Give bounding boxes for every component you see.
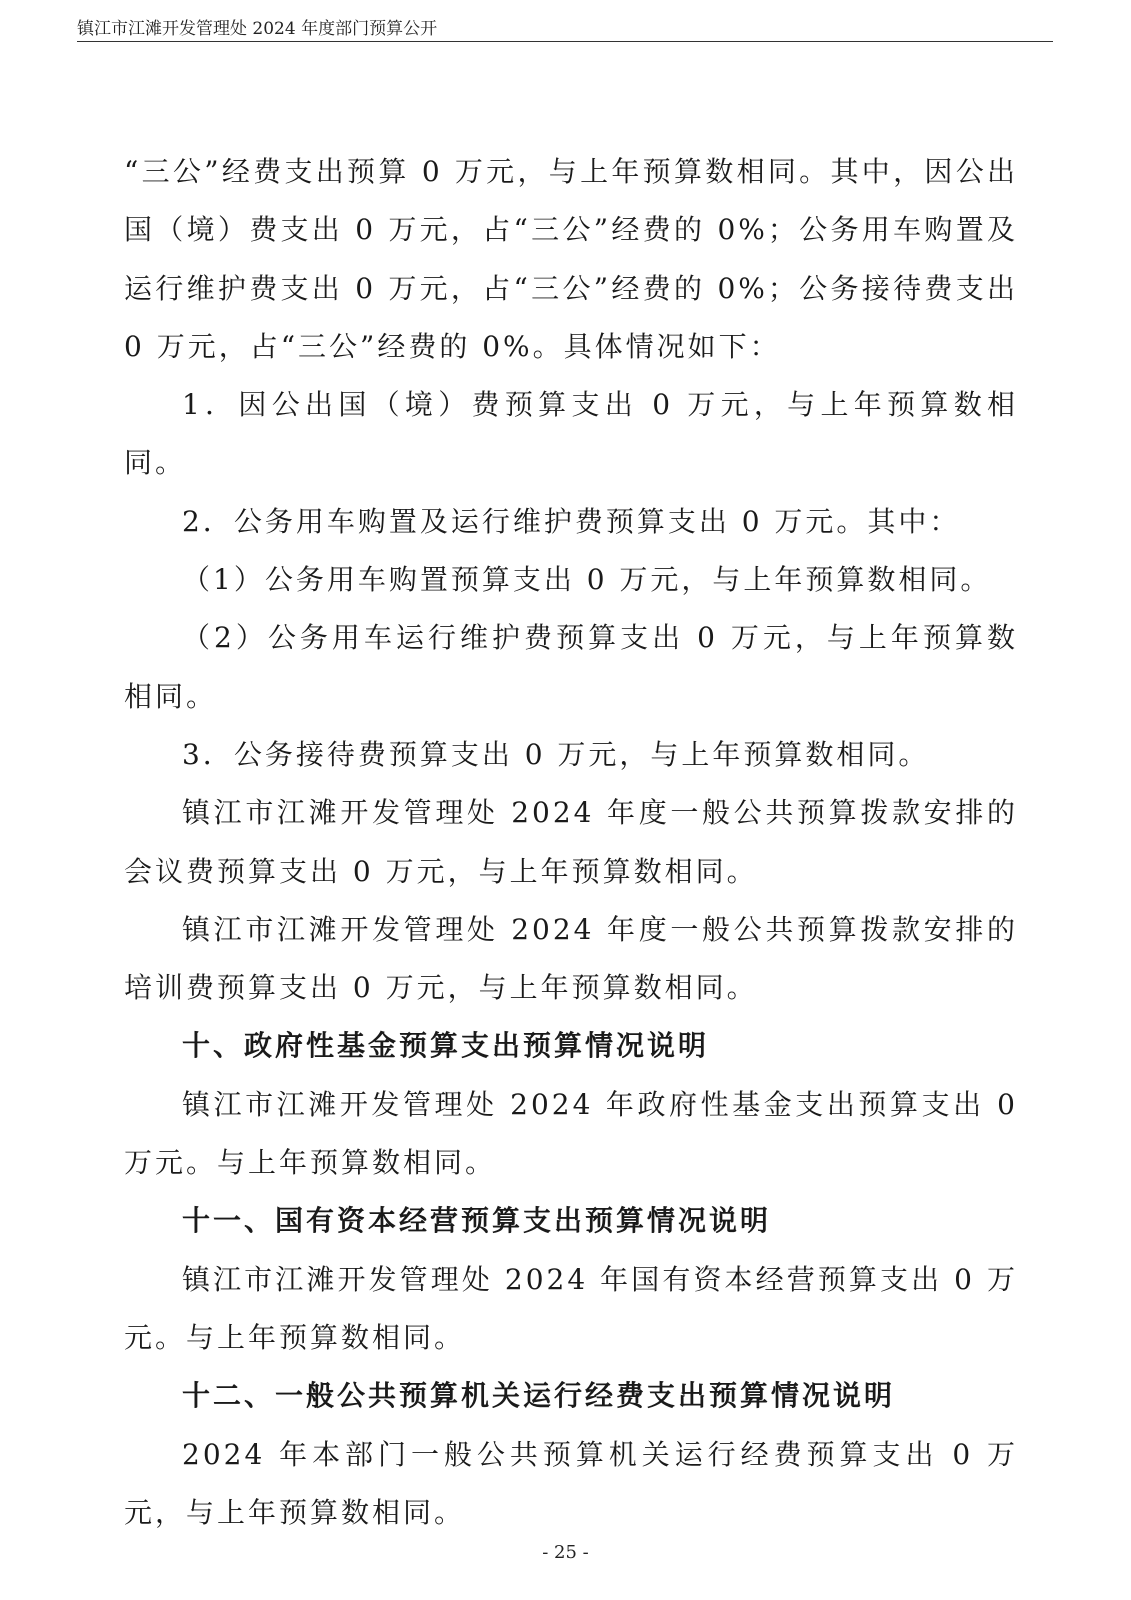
- list-item-official-vehicles: 2．公务用车购置及运行维护费预算支出 0 万元。其中：: [182, 504, 961, 538]
- list-subitem-vehicle-maintenance: （2）公务用车运行维护费预算支出 0 万元，与上年预算数相同。: [124, 621, 1018, 713]
- running-header: 镇江市江滩开发管理处 2024 年度部门预算公开: [77, 19, 438, 39]
- list-item-overseas-travel: 1．因公出国（境）费预算支出 0 万元，与上年预算数相同。: [124, 388, 1018, 480]
- section-heading-11: 十一、国有资本经营预算支出预算情况说明: [182, 1204, 772, 1238]
- paragraph-state-capital: 镇江市江滩开发管理处 2024 年国有资本经营预算支出 0 万元。与上年预算数相同。: [124, 1262, 1018, 1354]
- header-divider: [77, 41, 1053, 42]
- paragraph-operating-expenses: 2024 年本部门一般公共预算机关运行经费预算支出 0 万元，与上年预算数相同。: [124, 1437, 1018, 1529]
- document-body: [124, 143, 1018, 1542]
- paragraph-meeting-expenses: 镇江市江滩开发管理处 2024 年度一般公共预算拨款安排的会议费预算支出 0 万元，与上年预算数相同。: [124, 796, 1018, 888]
- list-subitem-vehicle-purchase: （1）公务用车购置预算支出 0 万元，与上年预算数相同。: [182, 563, 992, 597]
- paragraph-training-expenses: 镇江市江滩开发管理处 2024 年度一般公共预算拨款安排的培训费预算支出 0 万元，与上年预算数相同。: [124, 912, 1018, 1005]
- paragraph-government-fund: 镇江市江滩开发管理处 2024 年政府性基金支出预算支出 0 万元。与上年预算数相同。: [124, 1087, 1018, 1180]
- page-number: - 25 -: [542, 1542, 589, 1563]
- list-item-official-reception: 3．公务接待费预算支出 0 万元，与上年预算数相同。: [182, 737, 930, 771]
- section-heading-10: 十、政府性基金预算支出预算情况说明: [182, 1029, 710, 1063]
- section-heading-12: 十二、一般公共预算机关运行经费支出预算情况说明: [182, 1379, 896, 1413]
- paragraph-three-public-expenses: “三公”经费支出预算 0 万元，与上年预算数相同。其中，因公出国（境）费支出 0 万元，占“三公”经费的 0%；公务用车购置及运行维护费支出 0 万元，占“三公”经费的 0%；公务接待费支出 0 万元，占“三公”经费的 0%。具体情况如下：: [124, 155, 1018, 363]
